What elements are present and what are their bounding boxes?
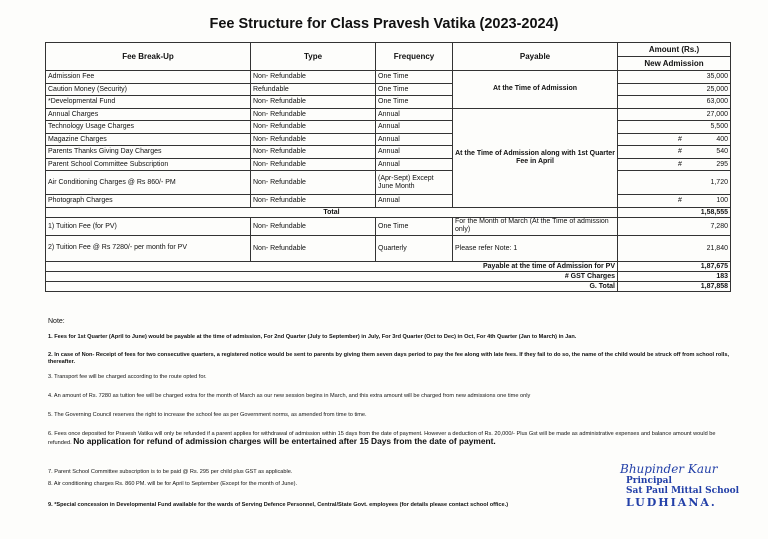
table-row <box>46 146 731 159</box>
fee-frequency: (Apr-Sept) Except June Month <box>376 171 453 195</box>
fee-amount <box>618 158 731 171</box>
note-9: 9. *Special concession in Developmental Fund available for the wards of Serving Defence Personnel, Central/State Govt. employees (for details please contact school office.) <box>48 502 509 508</box>
fee-type: Non- Refundable <box>251 71 376 84</box>
fee-type: Non- Refundable <box>251 171 376 195</box>
tuition-item: 2) Tuition Fee @ Rs 7280/- per month for PV <box>46 235 251 261</box>
gst-hash: # <box>678 135 682 143</box>
principal-title: Principal <box>626 476 672 486</box>
table-row <box>46 71 731 84</box>
note-label: Note: <box>48 318 65 325</box>
fee-item: Parent School Committee Subscription <box>46 158 251 171</box>
fee-table <box>45 42 731 292</box>
note-6 <box>48 431 738 447</box>
school-name: Sat Paul Mittal School <box>626 486 740 496</box>
fee-item: Photograph Charges <box>46 195 251 208</box>
summary-row <box>46 281 731 291</box>
fee-frequency: Annual <box>376 146 453 159</box>
header-breakup: Fee Break-Up <box>46 43 251 71</box>
fee-frequency: One Time <box>376 96 453 109</box>
table-row <box>46 121 731 134</box>
table-row <box>46 158 731 171</box>
note-3: 3. Transport fee will be charged according to the route opted for. <box>48 374 207 380</box>
fee-type: Non- Refundable <box>251 133 376 146</box>
header-type: Type <box>251 43 376 71</box>
table-row <box>46 108 731 121</box>
summary-row <box>46 271 731 281</box>
fee-frequency: Annual <box>376 133 453 146</box>
fee-type: Non- Refundable <box>251 146 376 159</box>
fee-item: Magazine Charges <box>46 133 251 146</box>
gst-hash: # <box>678 160 682 168</box>
fee-frequency: Annual <box>376 195 453 208</box>
fee-amount: 1,720 <box>618 171 731 195</box>
fee-item: Annual Charges <box>46 108 251 121</box>
fee-item: Air Conditioning Charges @ Rs 860/- PM <box>46 171 251 195</box>
table-row <box>46 96 731 109</box>
note-7: 7. Parent School Committee subscription is to be paid @ Rs. 295 per child plus GST as applicable. <box>48 469 293 475</box>
table-row <box>46 217 731 235</box>
fee-amount: 5,500 <box>618 121 731 134</box>
note-2: 2. In case of Non- Receipt of fees for two consecutive quarters, a registered notice would be sent to parents by giving them seven days period to pay the fee along with late fees. If they fail to do so, the name of the child would be struck off from school rolls, thereafter. <box>48 352 730 365</box>
fee-frequency: Annual <box>376 158 453 171</box>
fee-amount: 25,000 <box>618 83 731 96</box>
amount-value: 100 <box>716 197 728 205</box>
summary-row <box>46 261 731 271</box>
total-value: 1,58,555 <box>618 207 731 217</box>
tuition-frequency: One Time <box>376 217 453 235</box>
summary-label: # GST Charges <box>46 271 618 281</box>
header-frequency: Frequency <box>376 43 453 71</box>
table-row <box>46 133 731 146</box>
summary-value: 1,87,858 <box>618 281 731 291</box>
table-row <box>46 235 731 261</box>
gst-hash: # <box>678 197 682 205</box>
fee-item: *Developmental Fund <box>46 96 251 109</box>
gst-hash: # <box>678 148 682 156</box>
note-1: 1. Fees for 1st Quarter (April to June) would be payable at the time of admission, For 2nd Quarter (July to September) in July, For 3rd Quarter (Oct to Dec) in Oct, For 4th Quarter (Jan to March) in Jan. <box>48 334 577 340</box>
fee-type: Non- Refundable <box>251 195 376 208</box>
summary-value: 1,87,675 <box>618 261 731 271</box>
fee-amount: 27,000 <box>618 108 731 121</box>
summary-label: G. Total <box>46 281 618 291</box>
fee-frequency: One Time <box>376 83 453 96</box>
tuition-type: Non- Refundable <box>251 235 376 261</box>
fee-type: Non- Refundable <box>251 158 376 171</box>
tuition-amount: 21,840 <box>618 235 731 261</box>
fee-amount: 63,000 <box>618 96 731 109</box>
header-payable: Payable <box>453 43 618 71</box>
note-6-bold: No application for refund of admission charges will be entertained after 15 Days from the date of payment. <box>73 436 496 446</box>
fee-frequency: Annual <box>376 121 453 134</box>
fee-amount <box>618 133 731 146</box>
tuition-payable: Please refer Note: 1 <box>453 235 618 261</box>
header-amount: Amount (Rs.) <box>618 43 731 57</box>
fee-type: Non- Refundable <box>251 96 376 109</box>
school-city: LUDHIANA. <box>626 496 717 509</box>
fee-item: Caution Money (Security) <box>46 83 251 96</box>
fee-frequency: One Time <box>376 71 453 84</box>
fee-type: Non- Refundable <box>251 108 376 121</box>
amount-value: 295 <box>716 160 728 168</box>
tuition-frequency: Quarterly <box>376 235 453 261</box>
fee-type: Refundable <box>251 83 376 96</box>
amount-value: 540 <box>716 148 728 156</box>
fee-amount <box>618 146 731 159</box>
table-row <box>46 83 731 96</box>
table-row <box>46 171 731 195</box>
fee-item: Parents Thanks Giving Day Charges <box>46 146 251 159</box>
total-row <box>46 207 731 217</box>
page-title: Fee Structure for Class Pravesh Vatika (2023-2024) <box>209 16 559 32</box>
total-label: Total <box>46 207 618 217</box>
fee-amount: 35,000 <box>618 71 731 84</box>
amount-value: 400 <box>716 135 728 143</box>
header-new-admission: New Admission <box>618 57 731 71</box>
table-row <box>46 195 731 208</box>
payable-quarter: At the Time of Admission along with 1st Quarter Fee in April <box>453 108 618 207</box>
fee-frequency: Annual <box>376 108 453 121</box>
note-6-text: 6. Fees once deposited for Pravesh Vatika will only be refunded if a parent applies for withdrawal of admission within 15 days from the date of payment. However a deduction of Rs. 20,000/- Plus Gst will be made as administrative expenses and balance amount would be refunded. <box>48 431 716 446</box>
fee-item: Technology Usage Charges <box>46 121 251 134</box>
note-4: 4. An amount of Rs. 7280 as tuition fee will be charged extra for the month of March as our new session begins in March, and this extra amount will be charged from new admissions one time only <box>48 393 531 399</box>
fee-item: Admission Fee <box>46 71 251 84</box>
fee-type: Non- Refundable <box>251 121 376 134</box>
principal-signature <box>620 462 760 509</box>
tuition-type: Non- Refundable <box>251 217 376 235</box>
summary-label: Payable at the time of Admission for PV <box>46 261 618 271</box>
fee-amount <box>618 195 731 208</box>
summary-value: 183 <box>618 271 731 281</box>
tuition-amount: 7,280 <box>618 217 731 235</box>
signature-scribble: Bhupinder Kaur <box>620 462 718 476</box>
note-8: 8. Air conditioning charges Rs. 860 PM. will be for April to September (Except for the month of June). <box>48 481 298 487</box>
payable-admission: At the Time of Admission <box>453 71 618 109</box>
tuition-item: 1) Tuition Fee (for PV) <box>46 217 251 235</box>
note-5: 5. The Governing Council reserves the right to increase the school fee as per Government norms, as amended from time to time. <box>48 412 367 418</box>
tuition-payable: For the Month of March (At the Time of admission only) <box>453 217 618 235</box>
